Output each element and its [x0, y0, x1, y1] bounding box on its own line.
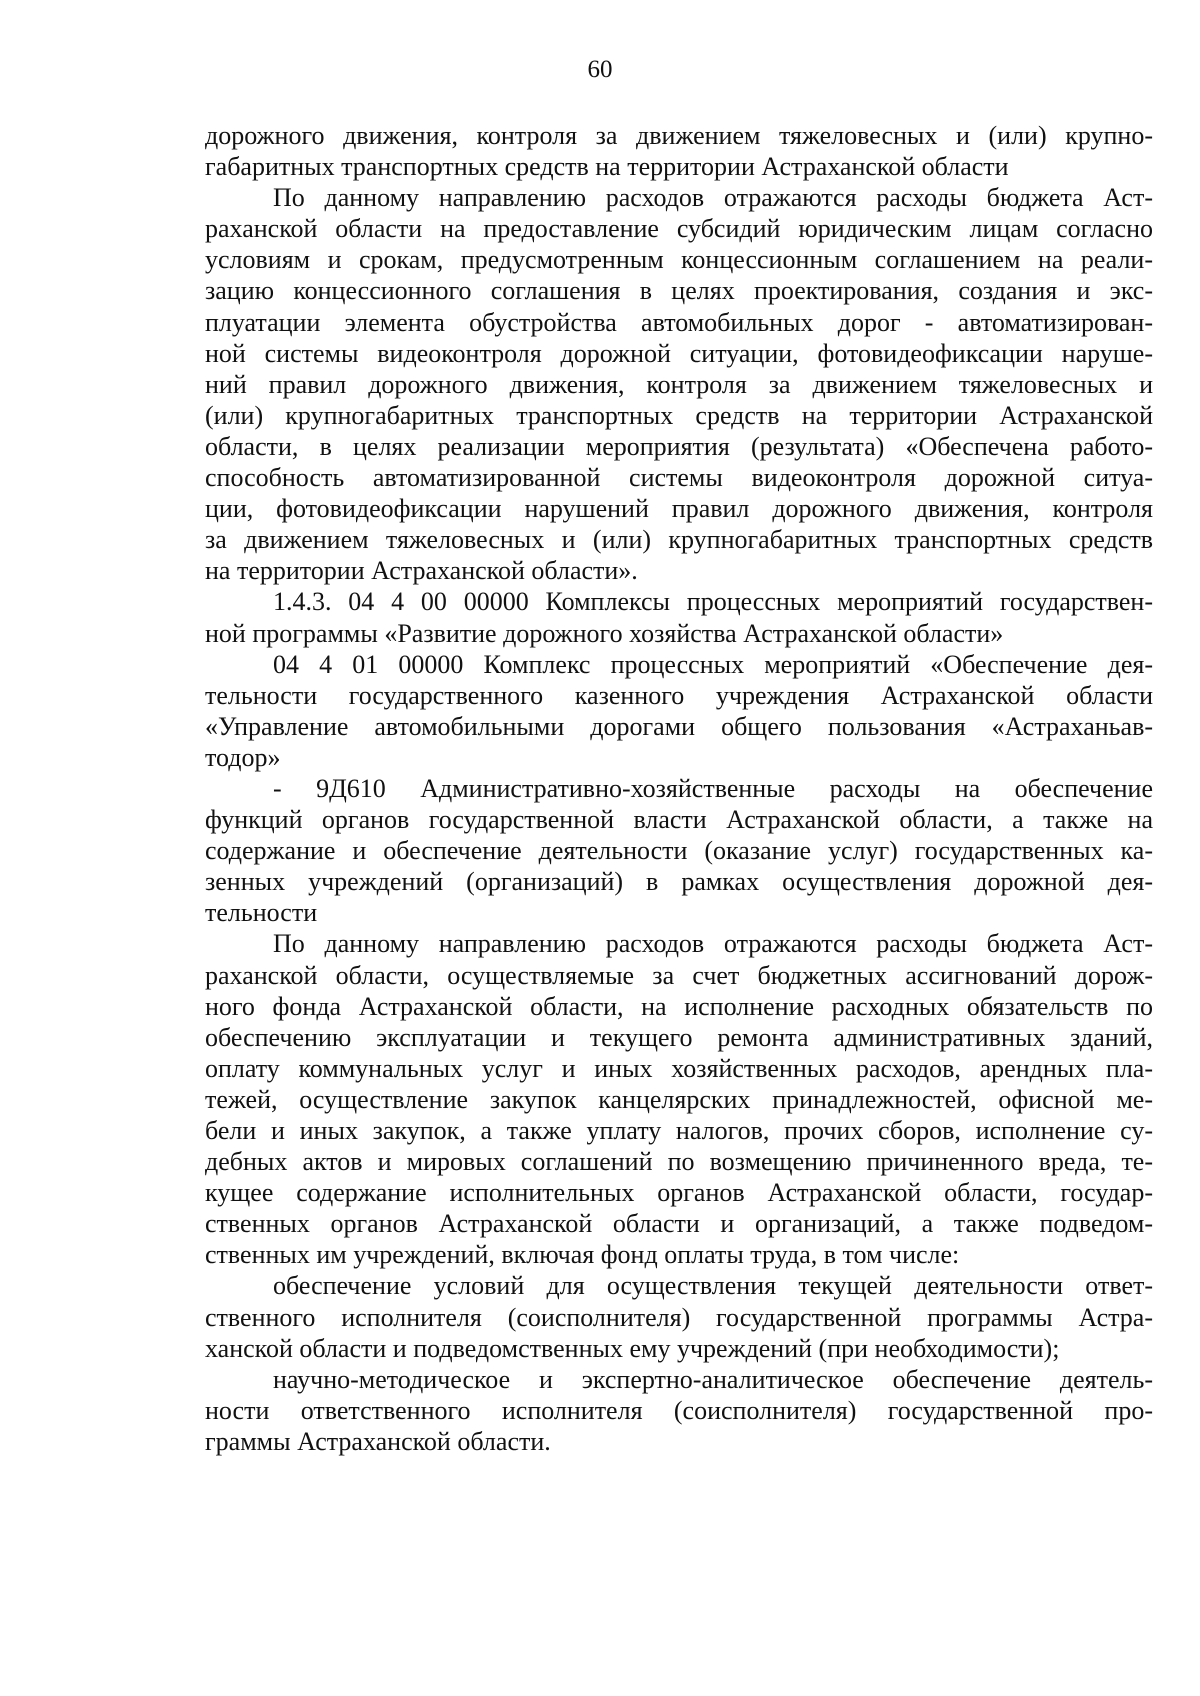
text-line: функций органов государственной власти Астраханской области, а также на: [205, 805, 1153, 835]
text-line: обеспечение условий для осуществления текущей деятельности ответ-: [273, 1271, 1153, 1301]
text-line: зацию концессионного соглашения в целях проектирования, создания и экс-: [205, 276, 1153, 306]
text-line: тодор»: [205, 742, 281, 772]
text-line: ности ответственного исполнителя (соисполнителя) государственной про-: [205, 1395, 1153, 1425]
text-line: за движением тяжеловесных и (или) крупногабаритных транспортных средств: [205, 525, 1153, 555]
text-line: тежей, осуществление закупок канцелярских принадлежностей, офисной ме-: [205, 1084, 1153, 1114]
text-line: По данному направлению расходов отражаются расходы бюджета Аст-: [273, 183, 1153, 213]
text-line: кущее содержание исполнительных органов Астраханской области, государ-: [205, 1178, 1153, 1208]
text-line: ственных им учреждений, включая фонд оплаты труда, в том числе:: [205, 1240, 960, 1270]
text-line: ного фонда Астраханской области, на исполнение расходных обязательств по: [205, 991, 1153, 1021]
text-line: условиям и срокам, предусмотренным концессионным соглашением на реали-: [205, 245, 1153, 275]
text-line: ний правил дорожного движения, контроля за движением тяжеловесных и: [205, 369, 1153, 399]
text-line: «Управление автомобильными дорогами общего пользования «Астраханьав-: [205, 711, 1153, 741]
text-line: габаритных транспортных средств на территории Астраханской области: [205, 152, 1009, 182]
text-line: раханской области, осуществляемые за счет бюджетных ассигнований дорож-: [205, 960, 1153, 990]
text-line: на территории Астраханской области».: [205, 556, 638, 586]
text-line: 1.4.3. 04 4 00 00000 Комплексы процессных мероприятий государствен-: [273, 587, 1153, 617]
document-body: [205, 120, 1153, 1457]
text-line: обеспечению эксплуатации и текущего ремонта административных зданий,: [205, 1022, 1153, 1052]
text-line: (или) крупногабаритных транспортных средств на территории Астраханской: [205, 400, 1153, 430]
text-line: области, в целях реализации мероприятия (результата) «Обеспечена работо-: [205, 431, 1153, 461]
text-line: бели и иных закупок, а также уплату налогов, прочих сборов, исполнение су-: [205, 1116, 1153, 1145]
text-line: ственного исполнителя (соисполнителя) государственной программы Астра-: [205, 1302, 1153, 1332]
text-line: содержание и обеспечение деятельности (оказание услуг) государственных ка-: [205, 836, 1153, 866]
text-line: тельности государственного казенного учреждения Астраханской области: [205, 680, 1153, 710]
text-line: По данному направлению расходов отражаются расходы бюджета Аст-: [273, 929, 1153, 959]
text-line: ции, фотовидеофиксации нарушений правил дорожного движения, контроля: [205, 494, 1153, 524]
text-line: ханской области и подведомственных ему учреждений (при необходимости);: [205, 1333, 1060, 1363]
text-line: зенных учреждений (организаций) в рамках осуществления дорожной дея-: [205, 867, 1153, 897]
text-line: ной программы «Развитие дорожного хозяйства Астраханской области»: [205, 618, 1004, 648]
text-line: ной системы видеоконтроля дорожной ситуации, фотовидеофиксации наруше-: [205, 338, 1153, 368]
text-line: граммы Астраханской области.: [205, 1426, 551, 1456]
text-line: ственных органов Астраханской области и организаций, а также подведом-: [205, 1209, 1153, 1239]
text-line: тельности: [205, 898, 318, 928]
text-line: - 9Д610 Административно-хозяйственные расходы на обеспечение: [273, 773, 1153, 803]
text-line: способность автоматизированной системы видеоконтроля дорожной ситуа-: [205, 463, 1153, 493]
text-line: плуатации элемента обустройства автомобильных дорог - автоматизирован-: [205, 307, 1153, 337]
text-line: раханской области на предоставление субсидий юридическим лицам согласно: [205, 214, 1153, 244]
text-line: оплату коммунальных услуг и иных хозяйственных расходов, арендных пла-: [205, 1053, 1153, 1083]
text-line: 04 4 01 00000 Комплекс процессных мероприятий «Обеспечение дея-: [273, 649, 1153, 679]
text-line: дорожного движения, контроля за движением тяжеловесных и (или) крупно-: [205, 121, 1153, 150]
text-line: научно-методическое и экспертно-аналитическое обеспечение деятель-: [273, 1364, 1153, 1394]
page-number: 60: [587, 56, 613, 83]
text-line: дебных актов и мировых соглашений по возмещению причиненного вреда, те-: [205, 1147, 1153, 1177]
